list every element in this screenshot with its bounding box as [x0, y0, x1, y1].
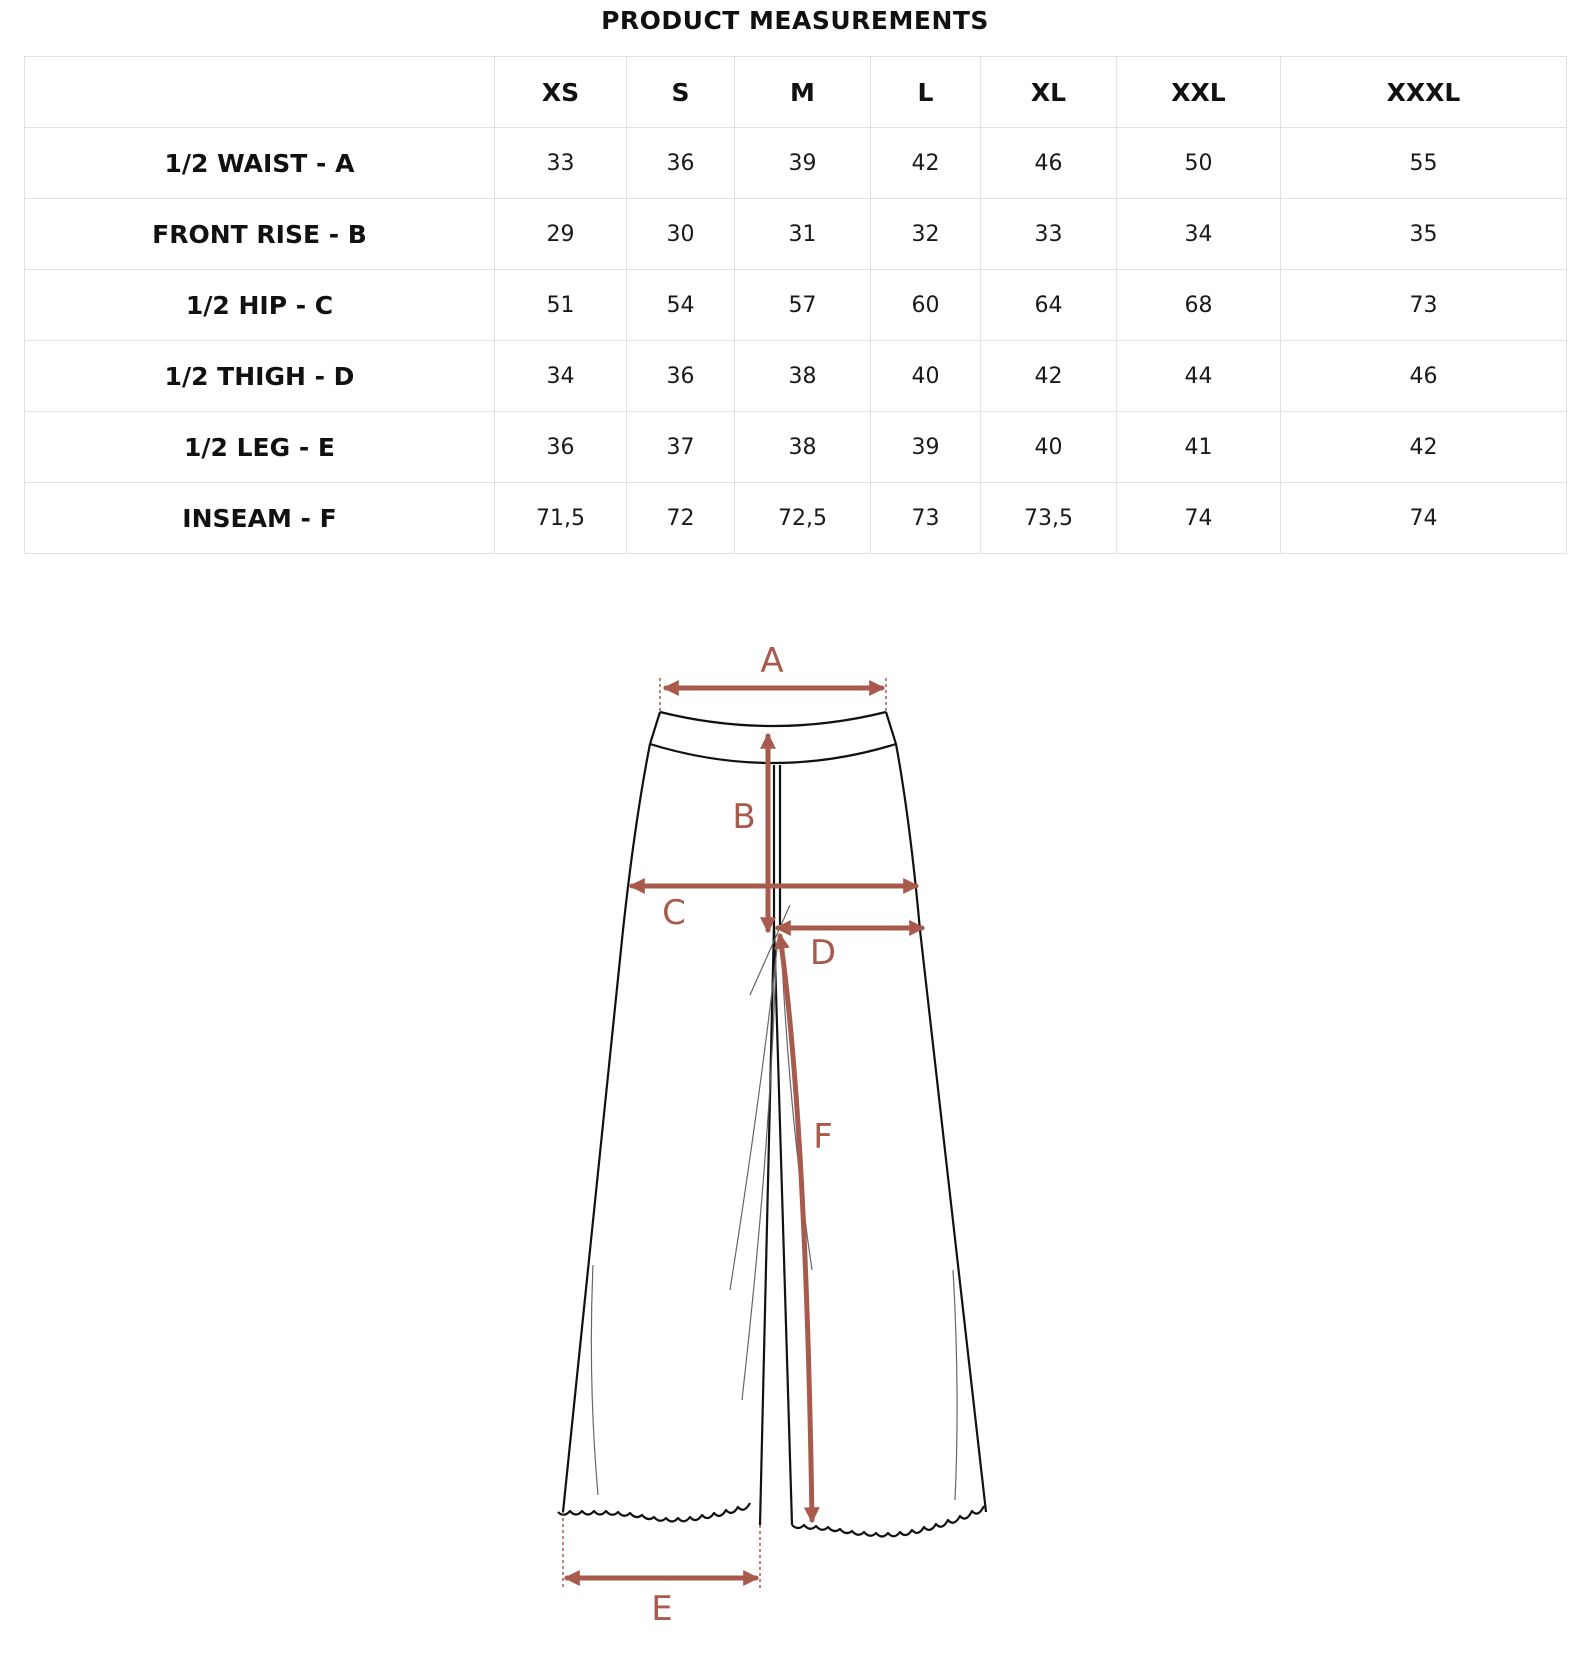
- waistband-bottom: [650, 744, 896, 763]
- table-cell: 36: [495, 412, 627, 483]
- table-cell: 34: [495, 341, 627, 412]
- table-cell: 30: [627, 199, 735, 270]
- table-cell: 42: [981, 341, 1117, 412]
- table-cell: 46: [981, 128, 1117, 199]
- table-cell: 33: [981, 199, 1117, 270]
- size-header-xl: XL: [981, 57, 1117, 128]
- table-cell: 60: [871, 270, 981, 341]
- table-cell: 57: [735, 270, 871, 341]
- table-cell: 31: [735, 199, 871, 270]
- waistband-right-edge: [886, 712, 896, 744]
- table-cell: 34: [1117, 199, 1281, 270]
- table-cell: 37: [627, 412, 735, 483]
- table-cell: 46: [1281, 341, 1567, 412]
- fabric-fold-lines: [591, 905, 957, 1500]
- page-title: PRODUCT MEASUREMENTS: [601, 6, 989, 35]
- table-cell: 35: [1281, 199, 1567, 270]
- label-c: C: [662, 893, 686, 933]
- size-header-s: S: [627, 57, 735, 128]
- table-cell: 64: [981, 270, 1117, 341]
- label-d: D: [809, 933, 837, 973]
- row-label: INSEAM - F: [25, 483, 495, 554]
- left-outer-seam: [563, 744, 650, 1512]
- row-label: 1/2 LEG - E: [25, 412, 495, 483]
- label-e: E: [651, 1589, 673, 1629]
- left-hem: [558, 1503, 750, 1522]
- row-label: 1/2 THIGH - D: [25, 341, 495, 412]
- right-outer-seam: [896, 744, 986, 1512]
- table-cell: 38: [735, 412, 871, 483]
- table-cell: 50: [1117, 128, 1281, 199]
- table-cell: 74: [1117, 483, 1281, 554]
- table-cell: 36: [627, 128, 735, 199]
- table-cell: 29: [495, 199, 627, 270]
- size-header-xs: XS: [495, 57, 627, 128]
- row-label: 1/2 HIP - C: [25, 270, 495, 341]
- waistband-left-edge: [650, 712, 660, 744]
- table-cell: 38: [735, 341, 871, 412]
- table-cell: 39: [735, 128, 871, 199]
- label-f: F: [813, 1117, 833, 1157]
- table-cell: 72,5: [735, 483, 871, 554]
- table-cell: 32: [871, 199, 981, 270]
- table-cell: 42: [871, 128, 981, 199]
- table-cell: 55: [1281, 128, 1567, 199]
- size-header-xxl: XXL: [1117, 57, 1281, 128]
- table-cell: 40: [871, 341, 981, 412]
- table-cell: 68: [1117, 270, 1281, 341]
- measurement-guides: [563, 678, 886, 1588]
- waistband-top: [660, 712, 886, 726]
- table-cell: 41: [1117, 412, 1281, 483]
- row-label: 1/2 WAIST - A: [25, 128, 495, 199]
- label-b: B: [732, 797, 756, 837]
- pants-outline: [558, 712, 986, 1537]
- arrow-f: [780, 936, 812, 1520]
- table-cell: 51: [495, 270, 627, 341]
- table-cell: 71,5: [495, 483, 627, 554]
- right-hem: [792, 1506, 984, 1537]
- table-cell: 42: [1281, 412, 1567, 483]
- table-cell: 33: [495, 128, 627, 199]
- table-cell: 39: [871, 412, 981, 483]
- size-header-m: M: [735, 57, 871, 128]
- table-cell: 72: [627, 483, 735, 554]
- table-cell: 36: [627, 341, 735, 412]
- size-header-xxxl: XXXL: [1281, 57, 1567, 128]
- table-cell: 44: [1117, 341, 1281, 412]
- label-a: A: [760, 641, 784, 681]
- table-cell: 73: [871, 483, 981, 554]
- table-cell: 40: [981, 412, 1117, 483]
- table-cell: 73: [1281, 270, 1567, 341]
- row-label: FRONT RISE - B: [25, 199, 495, 270]
- table-cell: 54: [627, 270, 735, 341]
- left-inner-seam: [760, 925, 774, 1525]
- table-cell: 73,5: [981, 483, 1117, 554]
- size-header-l: L: [871, 57, 981, 128]
- table-cell: 74: [1281, 483, 1567, 554]
